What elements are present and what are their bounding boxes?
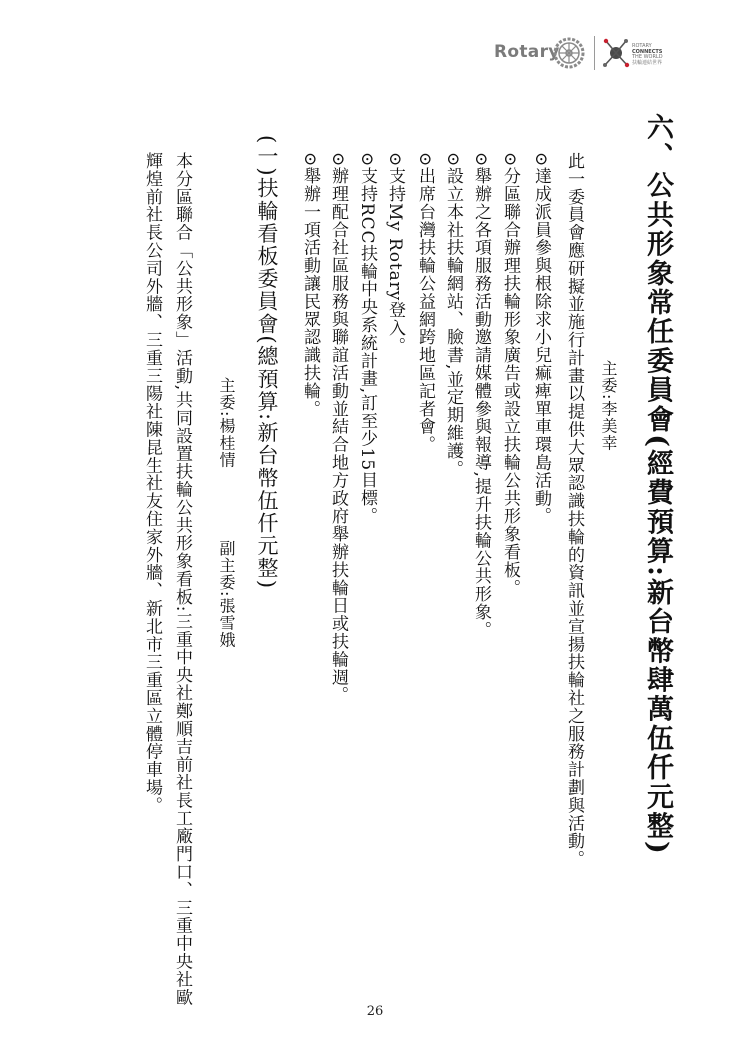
list-item: ⊙達成派員參與根除求小兒痲痺單車環島活動。: [531, 152, 551, 526]
theme-chinese: 扶輪連結世界: [632, 59, 663, 66]
list-item: ⊙設立本社扶輪網站、臉書,並定期維護。: [443, 152, 463, 478]
list-item: ⊙舉辦一項活動讓民眾認識扶輪。: [300, 152, 320, 418]
section-chair: 主委:李美幸: [599, 360, 618, 452]
logo-divider: [594, 36, 595, 70]
subsection-body-line-2: 輝煌前社長公司外牆、三重三陽社陳昆生社友住家外牆、新北市三重區立體停車場。: [142, 152, 162, 815]
list-item: ⊙分區聯合辦理扶輪形象廣告或設立扶輪公共形象看板。: [500, 152, 520, 597]
rotary-wordmark: Rotary: [494, 42, 560, 62]
theme-text: [632, 44, 663, 66]
list-item: ⊙支持RCC扶輪中央系統計畫,訂至少15目標。: [357, 152, 377, 525]
header-logos: [494, 34, 692, 74]
list-item: ⊙舉辦之各項服務活動邀請媒體參與報導,提升扶輪公共形象。: [471, 152, 491, 639]
subsection-chair: 主委:楊桂情: [217, 377, 236, 469]
page-number: 26: [366, 1004, 384, 1019]
section-intro: 此一委員會應研擬並施行計畫以提供大眾認識扶輪的資訊並宣揚扶輪社之服務計劃與活動。: [564, 152, 584, 868]
list-item: ⊙出席台灣扶輪公益網跨地區記者會。: [415, 152, 435, 454]
section-heading: 六、公共形象常任委員會(經費預算:新台幣肆萬伍仟元整): [642, 113, 673, 856]
rotary-connects-emblem-icon: [602, 35, 630, 71]
theme-line-1: ROTARY: [632, 43, 652, 49]
subsection-body-line-1: 本分區聯合「公共形象」活動,共同設置扶輪公共形象看板:三重中央社鄭順吉前社長工廠門口、三重中央社歐: [172, 152, 192, 1007]
subsection-heading: (一)扶輪看板委員會(總預算:新台幣伍仟元整): [255, 135, 279, 590]
rotary-wheel-icon: [552, 36, 586, 70]
subsection-vice-chair: 副主委:張雪娥: [217, 540, 236, 649]
list-item: ⊙辦理配合社區服務與聯誼活動並結合地方政府舉辦扶輪日或扶輪週。: [328, 152, 348, 705]
theme-line-2: CONNECTS: [632, 48, 663, 55]
theme-line-3: THE WORLD: [632, 54, 663, 60]
list-item: ⊙支持My Rotary登入。: [385, 152, 405, 355]
